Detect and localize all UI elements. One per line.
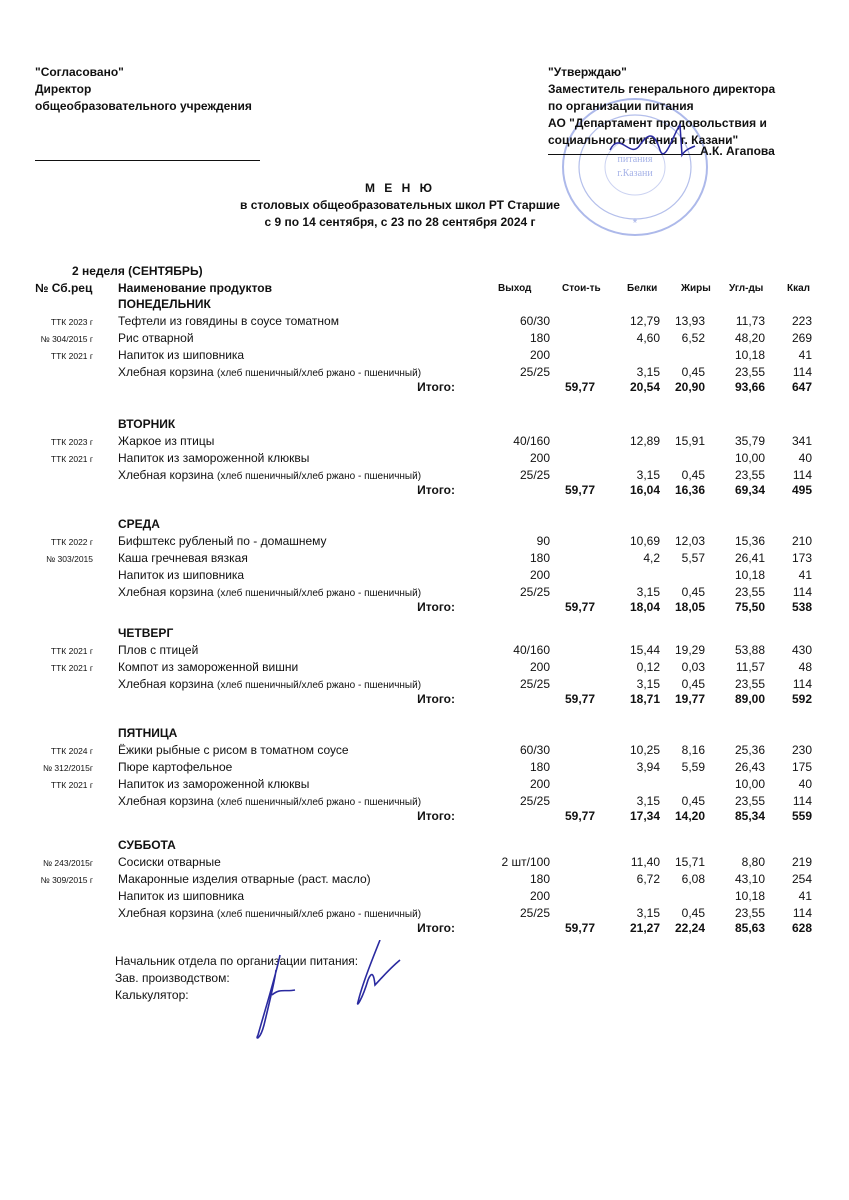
dish-name-text: Ёжики рыбные с рисом в томатном соусе <box>118 743 349 757</box>
approve-label: "Утверждаю" <box>548 65 627 79</box>
total-protein: 21,27 <box>629 921 660 935</box>
protein-value: 3,15 <box>636 585 660 599</box>
protein-value: 3,15 <box>636 468 660 482</box>
kcal-value: 41 <box>798 568 812 582</box>
recipe-code: № 304/2015 г <box>40 334 93 344</box>
kcal-value: 223 <box>791 314 812 328</box>
dish-name <box>118 568 244 582</box>
carbs-value: 10,18 <box>734 568 765 582</box>
fat-value: 6,08 <box>681 872 705 886</box>
kcal-value: 114 <box>792 585 812 599</box>
fat-value: 15,91 <box>674 434 705 448</box>
day-name: ПОНЕДЕЛЬНИК <box>118 297 211 311</box>
menu-item-row <box>0 760 849 777</box>
department-line3: социального питания г. Казани" <box>548 133 739 147</box>
menu-item-row <box>0 331 849 348</box>
total-carbs: 85,63 <box>734 921 765 935</box>
fat-value: 8,16 <box>681 743 705 757</box>
svg-text:питания: питания <box>617 154 653 165</box>
portion-yield: 200 <box>529 348 550 362</box>
dish-name <box>118 534 327 548</box>
dish-name-text: Рис отварной <box>118 331 194 345</box>
day-header-row <box>0 297 849 314</box>
kcal-value: 269 <box>791 331 812 345</box>
kcal-value: 175 <box>791 760 812 774</box>
fat-value: 0,03 <box>681 660 705 674</box>
dish-name <box>118 855 221 869</box>
day-total-row <box>0 380 849 397</box>
kcal-value: 341 <box>791 434 812 448</box>
total-cost: 59,77 <box>564 809 595 823</box>
menu-subtitle: в столовых общеобразовательных школ РТ Старшие <box>240 198 560 212</box>
portion-yield: 90 <box>536 534 550 548</box>
total-kcal: 628 <box>791 921 812 935</box>
dish-name-text: Жаркое из птицы <box>118 434 215 448</box>
menu-item-row <box>0 660 849 677</box>
carbs-value: 43,10 <box>734 872 765 886</box>
portion-yield: 40/160 <box>513 434 550 448</box>
week-label: 2 неделя (СЕНТЯБРЬ) <box>72 264 203 278</box>
dish-name-text: Бифштекс рубленый по - домашнему <box>118 534 327 548</box>
menu-item-row <box>0 872 849 889</box>
menu-item-row <box>0 451 849 468</box>
kcal-value: 114 <box>792 677 812 691</box>
fat-value: 0,45 <box>681 794 705 808</box>
dish-name-text: Напиток из замороженной клюквы <box>118 777 310 791</box>
dish-name-text: Хлебная корзина <box>118 585 217 599</box>
fat-value: 0,45 <box>681 585 705 599</box>
col-header-kkal: Ккал <box>787 283 811 294</box>
total-kcal: 495 <box>791 483 812 497</box>
menu-item-row <box>0 855 849 872</box>
carbs-value: 23,55 <box>734 906 765 920</box>
total-carbs: 89,00 <box>734 692 765 706</box>
carbs-value: 35,79 <box>734 434 765 448</box>
day-total-row <box>0 692 849 709</box>
total-fat: 20,90 <box>674 380 705 394</box>
signatures-icon <box>240 940 420 1050</box>
total-carbs: 75,50 <box>734 600 765 614</box>
menu-item-row <box>0 889 849 906</box>
col-header-cost: Стои-ть <box>562 283 601 294</box>
total-carbs: 85,34 <box>734 809 765 823</box>
col-header-belki: Белки <box>627 283 658 294</box>
carbs-value: 8,80 <box>741 855 765 869</box>
protein-value: 10,69 <box>629 534 660 548</box>
day-total-row <box>0 483 849 500</box>
total-protein: 18,71 <box>629 692 660 706</box>
recipe-code: № 312/2015г <box>42 763 93 773</box>
total-label: Итого: <box>417 692 455 706</box>
kcal-value: 173 <box>791 551 812 565</box>
dish-name-text: Макаронные изделия отварные (раст. масло) <box>118 872 371 886</box>
day-total-row <box>0 600 849 617</box>
kcal-value: 210 <box>791 534 812 548</box>
total-carbs: 93,66 <box>734 380 765 394</box>
protein-value: 4,60 <box>636 331 660 345</box>
recipe-code: ТТК 2021 г <box>50 646 93 656</box>
menu-title: М Е Н Ю <box>364 181 436 195</box>
dish-name <box>118 760 232 774</box>
protein-value: 3,15 <box>636 794 660 808</box>
protein-value: 6,72 <box>636 872 660 886</box>
total-protein: 16,04 <box>629 483 660 497</box>
carbs-value: 11,73 <box>735 314 765 328</box>
dish-name <box>118 677 421 691</box>
kcal-value: 41 <box>798 348 812 362</box>
dish-name-text: Хлебная корзина <box>118 794 217 808</box>
dish-name-text: Напиток из замороженной клюквы <box>118 451 310 465</box>
menu-item-row <box>0 551 849 568</box>
dish-name-note: (хлеб пшеничный/хлеб ржано - пшеничный) <box>217 797 422 808</box>
total-fat: 14,20 <box>674 809 705 823</box>
protein-value: 12,79 <box>629 314 660 328</box>
col-header-vyhod: Выход <box>498 283 532 294</box>
menu-item-row <box>0 434 849 451</box>
recipe-code: № 309/2015 г <box>40 875 93 885</box>
dish-name-text: Напиток из шиповника <box>118 348 245 362</box>
approval-left-block <box>35 64 252 115</box>
day-total-row <box>0 809 849 826</box>
portion-yield: 180 <box>529 760 550 774</box>
menu-item-row <box>0 314 849 331</box>
dish-name <box>118 585 421 599</box>
col-header-zhiry: Жиры <box>681 283 711 294</box>
day-name: ЧЕТВЕРГ <box>118 626 174 640</box>
recipe-code: ТТК 2021 г <box>50 780 93 790</box>
protein-value: 0,12 <box>636 660 660 674</box>
day-header-row <box>0 417 849 434</box>
carbs-value: 26,43 <box>734 760 765 774</box>
portion-yield: 180 <box>529 551 550 565</box>
portion-yield: 200 <box>529 777 550 791</box>
portion-yield: 200 <box>529 451 550 465</box>
portion-yield: 200 <box>529 889 550 903</box>
recipe-code: ТТК 2023 г <box>50 437 93 447</box>
signature-top-icon <box>600 120 700 165</box>
dish-name <box>118 331 194 345</box>
menu-item-row <box>0 743 849 760</box>
portion-yield: 25/25 <box>519 365 550 379</box>
day-header-row <box>0 726 849 743</box>
carbs-value: 48,20 <box>734 331 765 345</box>
kcal-value: 254 <box>791 872 812 886</box>
fat-value: 0,45 <box>681 906 705 920</box>
portion-yield: 25/25 <box>519 794 550 808</box>
menu-item-row <box>0 568 849 585</box>
total-protein: 17,34 <box>629 809 660 823</box>
protein-value: 3,15 <box>636 365 660 379</box>
menu-dates: с 9 по 14 сентября, с 23 по 28 сентября 2024 г <box>264 215 536 229</box>
kcal-value: 230 <box>791 743 812 757</box>
day-header-row <box>0 626 849 643</box>
recipe-code: № 303/2015 <box>46 554 93 564</box>
dish-name-text: Компот из замороженной вишни <box>118 660 299 674</box>
menu-item-row <box>0 643 849 660</box>
dish-name <box>118 872 371 886</box>
protein-value: 4,2 <box>643 551 660 565</box>
dish-name <box>118 660 298 674</box>
total-cost: 59,77 <box>564 483 595 497</box>
protein-value: 12,89 <box>629 434 660 448</box>
dish-name-text: Хлебная корзина <box>118 906 217 920</box>
menu-item-row <box>0 777 849 794</box>
dish-name-text: Пюре картофельное <box>118 760 233 774</box>
recipe-code: ТТК 2022 г <box>50 537 93 547</box>
fat-value: 19,29 <box>674 643 705 657</box>
carbs-value: 53,88 <box>734 643 765 657</box>
fat-value: 0,45 <box>681 677 705 691</box>
carbs-value: 23,55 <box>734 468 765 482</box>
fat-value: 0,45 <box>681 365 705 379</box>
col-header-ugl: Угл-ды <box>729 283 764 294</box>
total-cost: 59,77 <box>564 921 595 935</box>
kcal-value: 40 <box>798 451 812 465</box>
signer-name: А.К. Агапова <box>700 144 775 158</box>
total-cost: 59,77 <box>564 380 595 394</box>
kcal-value: 430 <box>791 643 812 657</box>
dish-name <box>118 643 198 657</box>
day-name: СРЕДА <box>118 517 160 531</box>
protein-value: 10,25 <box>629 743 660 757</box>
protein-value: 3,94 <box>636 760 660 774</box>
dish-name-note: (хлеб пшеничный/хлеб ржано - пшеничный) <box>217 471 422 482</box>
signature-line-left <box>35 160 260 161</box>
protein-value: 3,15 <box>636 906 660 920</box>
institution-label: общеобразовательного учреждения <box>35 99 252 113</box>
production-manager-label: Зав. производством: <box>115 971 230 985</box>
fat-value: 12,03 <box>674 534 705 548</box>
dish-name-note: (хлеб пшеничный/хлеб ржано - пшеничный) <box>217 909 422 920</box>
portion-yield: 25/25 <box>519 677 550 691</box>
portion-yield: 40/160 <box>513 643 550 657</box>
document-title <box>200 180 600 231</box>
total-label: Итого: <box>417 483 455 497</box>
carbs-value: 26,41 <box>734 551 765 565</box>
kcal-value: 40 <box>798 777 812 791</box>
dish-name-text: Каша гречневая вязкая <box>118 551 248 565</box>
dish-name <box>118 794 421 808</box>
kcal-value: 114 <box>792 468 812 482</box>
carbs-value: 23,55 <box>734 365 765 379</box>
dish-name-note: (хлеб пшеничный/хлеб ржано - пшеничный) <box>217 588 422 599</box>
portion-yield: 25/25 <box>519 906 550 920</box>
total-label: Итого: <box>417 380 455 394</box>
portion-yield: 200 <box>529 568 550 582</box>
carbs-value: 23,55 <box>734 794 765 808</box>
dish-name-text: Сосиски отварные <box>118 855 221 869</box>
carbs-value: 15,36 <box>734 534 765 548</box>
dish-name-text: Напиток из шиповника <box>118 568 245 582</box>
carbs-value: 10,18 <box>734 889 765 903</box>
director-label: Директор <box>35 82 92 96</box>
portion-yield: 180 <box>529 331 550 345</box>
kcal-value: 114 <box>792 906 812 920</box>
dish-name <box>118 348 244 362</box>
department-line1: по организации питания <box>548 99 694 113</box>
col-header-name: Наименование продуктов <box>118 281 272 295</box>
dish-name-note: (хлеб пшеничный/хлеб ржано - пшеничный) <box>217 680 422 691</box>
dish-name <box>118 906 421 920</box>
day-name: СУББОТА <box>118 838 176 852</box>
carbs-value: 10,00 <box>734 451 765 465</box>
total-fat: 18,05 <box>674 600 705 614</box>
fat-value: 15,71 <box>674 855 705 869</box>
protein-value: 3,15 <box>636 677 660 691</box>
portion-yield: 180 <box>529 872 550 886</box>
dish-name <box>118 551 248 565</box>
dish-name <box>118 451 309 465</box>
dish-name-text: Тефтели из говядины в соусе томатном <box>118 314 339 328</box>
head-of-nutrition-label: Начальник отдела по организации питания: <box>115 954 359 968</box>
dish-name <box>118 889 244 903</box>
kcal-value: 219 <box>791 855 812 869</box>
calculator-label: Калькулятор: <box>115 988 189 1002</box>
kcal-value: 114 <box>792 365 812 379</box>
dish-name-text: Хлебная корзина <box>118 468 217 482</box>
total-fat: 22,24 <box>674 921 705 935</box>
dish-name <box>118 777 309 791</box>
carbs-value: 10,00 <box>734 777 765 791</box>
deputy-title: Заместитель генерального директора <box>548 82 776 96</box>
fat-value: 5,57 <box>681 551 705 565</box>
svg-text:*: * <box>632 216 638 230</box>
recipe-code: ТТК 2021 г <box>50 454 93 464</box>
portion-yield: 25/25 <box>519 468 550 482</box>
dish-name <box>118 468 421 482</box>
recipe-code: № 243/2015г <box>42 858 93 868</box>
col-header-code: № Сб.рец <box>35 281 93 295</box>
total-label: Итого: <box>417 809 455 823</box>
total-kcal: 592 <box>791 692 812 706</box>
carbs-value: 11,57 <box>735 660 765 674</box>
dish-name <box>118 365 421 379</box>
kcal-value: 114 <box>792 794 812 808</box>
total-fat: 16,36 <box>674 483 705 497</box>
portion-yield: 60/30 <box>519 743 550 757</box>
fat-value: 6,52 <box>681 331 705 345</box>
menu-item-row <box>0 348 849 365</box>
portion-yield: 25/25 <box>519 585 550 599</box>
recipe-code: ТТК 2024 г <box>50 746 93 756</box>
dish-name-text: Хлебная корзина <box>118 365 217 379</box>
fat-value: 0,45 <box>681 468 705 482</box>
agreed-label: "Согласовано" <box>35 65 124 79</box>
total-kcal: 559 <box>791 809 812 823</box>
fat-value: 5,59 <box>681 760 705 774</box>
protein-value: 15,44 <box>629 643 660 657</box>
recipe-code: ТТК 2021 г <box>50 351 93 361</box>
carbs-value: 10,18 <box>734 348 765 362</box>
day-name: ПЯТНИЦА <box>118 726 178 740</box>
dish-name-text: Плов с птицей <box>118 643 199 657</box>
day-name: ВТОРНИК <box>118 417 176 431</box>
dish-name <box>118 434 214 448</box>
total-fat: 19,77 <box>674 692 705 706</box>
total-cost: 59,77 <box>564 692 595 706</box>
portion-yield: 200 <box>529 660 550 674</box>
dish-name <box>118 314 339 328</box>
carbs-value: 23,55 <box>734 585 765 599</box>
dish-name-text: Хлебная корзина <box>118 677 217 691</box>
kcal-value: 48 <box>798 660 812 674</box>
day-header-row <box>0 838 849 855</box>
svg-text:г.Казани: г.Казани <box>617 168 653 179</box>
total-label: Итого: <box>417 600 455 614</box>
total-protein: 18,04 <box>629 600 660 614</box>
dish-name <box>118 743 349 757</box>
total-cost: 59,77 <box>564 600 595 614</box>
kcal-value: 41 <box>798 889 812 903</box>
carbs-value: 23,55 <box>734 677 765 691</box>
portion-yield: 2 шт/100 <box>501 855 550 869</box>
fat-value: 13,93 <box>674 314 705 328</box>
total-label: Итого: <box>417 921 455 935</box>
day-header-row <box>0 517 849 534</box>
recipe-code: ТТК 2023 г <box>50 317 93 327</box>
total-protein: 20,54 <box>629 380 660 394</box>
portion-yield: 60/30 <box>519 314 550 328</box>
protein-value: 11,40 <box>630 855 660 869</box>
total-kcal: 647 <box>791 380 812 394</box>
recipe-code: ТТК 2021 г <box>50 663 93 673</box>
day-total-row <box>0 921 849 938</box>
carbs-value: 25,36 <box>734 743 765 757</box>
department-line2: АО "Департамент продовольствия и <box>548 116 767 130</box>
dish-name-text: Напиток из шиповника <box>118 889 245 903</box>
menu-item-row <box>0 534 849 551</box>
dish-name-note: (хлеб пшеничный/хлеб ржано - пшеничный) <box>217 368 422 379</box>
total-kcal: 538 <box>791 600 812 614</box>
total-carbs: 69,34 <box>734 483 765 497</box>
